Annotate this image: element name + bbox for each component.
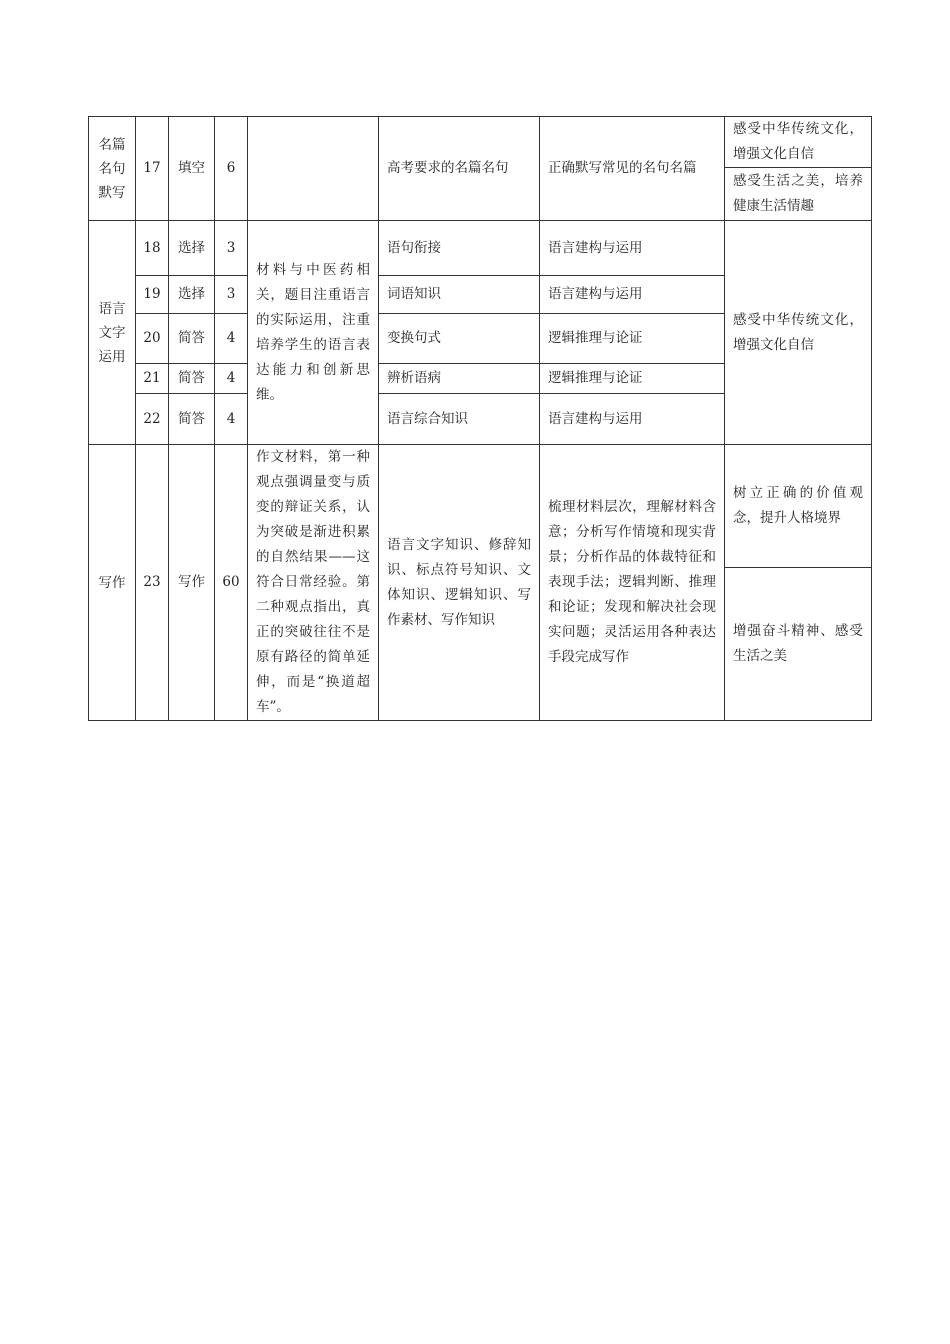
- score: 4: [215, 364, 248, 394]
- knowledge-cell: 语言文字知识、修辞知识、标点符号知识、文体知识、逻辑知识、写作素材、写作知识: [379, 445, 540, 721]
- knowledge-cell: 辨析语病: [379, 364, 540, 394]
- ability-cell: 语言建构与运用: [540, 276, 725, 314]
- question-number: 19: [136, 276, 169, 314]
- table-row: [89, 117, 872, 168]
- knowledge-cell: 词语知识: [379, 276, 540, 314]
- question-type: 简答: [169, 314, 215, 364]
- ability-cell: 语言建构与运用: [540, 221, 725, 276]
- question-type: 选择: [169, 221, 215, 276]
- question-type: 写作: [169, 445, 215, 721]
- ability-cell: 梳理材料层次，理解材料含意；分析写作情境和现实背景；分析作品的体裁特征和表现手法；逻辑判断、推理和论证；发现和解决社会现实问题；灵活运用各种表达手段完成写作: [540, 445, 725, 721]
- ability-cell: 正确默写常见的名句名篇: [540, 117, 725, 221]
- exam-spec-table: [88, 116, 872, 721]
- ability-cell: 逻辑推理与论证: [540, 364, 725, 394]
- category-cell: 语言文字运用: [89, 221, 136, 445]
- material-cell: [248, 117, 379, 221]
- score: 6: [215, 117, 248, 221]
- question-type: 填空: [169, 117, 215, 221]
- question-type: 选择: [169, 276, 215, 314]
- question-type: 简答: [169, 364, 215, 394]
- score: 3: [215, 221, 248, 276]
- knowledge-cell: 变换句式: [379, 314, 540, 364]
- category-cell: 名篇名句默写: [89, 117, 136, 221]
- ability-cell: 逻辑推理与论证: [540, 314, 725, 364]
- question-number: 21: [136, 364, 169, 394]
- question-type: 简答: [169, 394, 215, 445]
- values-cell: 感受中华传统文化，增强文化自信: [725, 221, 872, 445]
- values-cell: 感受中华传统文化，增强文化自信: [725, 117, 872, 168]
- table-row: [89, 445, 872, 568]
- category-cell: 写作: [89, 445, 136, 721]
- ability-cell: 语言建构与运用: [540, 394, 725, 445]
- question-number: 17: [136, 117, 169, 221]
- values-cell: 树立正确的价值观念，提升人格境界: [725, 445, 872, 568]
- score: 60: [215, 445, 248, 721]
- material-cell: 材料与中医药相关，题目注重语言的实际运用，注重培养学生的语言表达能力和创新思维。: [248, 221, 379, 445]
- material-cell: 作文材料，第一种观点强调量变与质变的辩证关系，认为突破是渐进积累的自然结果——这符合日常经验。第二种观点指出，真正的突破往往不是原有路径的简单延伸，而是“换道超车”。: [248, 445, 379, 721]
- knowledge-cell: 高考要求的名篇名句: [379, 117, 540, 221]
- knowledge-cell: 语句衔接: [379, 221, 540, 276]
- knowledge-cell: 语言综合知识: [379, 394, 540, 445]
- question-number: 20: [136, 314, 169, 364]
- score: 4: [215, 314, 248, 364]
- values-cell: 感受生活之美，培养健康生活情趣: [725, 168, 872, 221]
- question-number: 18: [136, 221, 169, 276]
- score: 3: [215, 276, 248, 314]
- question-number: 23: [136, 445, 169, 721]
- values-cell: 增强奋斗精神、感受生活之美: [725, 567, 872, 720]
- score: 4: [215, 394, 248, 445]
- question-number: 22: [136, 394, 169, 445]
- table-row: [89, 221, 872, 276]
